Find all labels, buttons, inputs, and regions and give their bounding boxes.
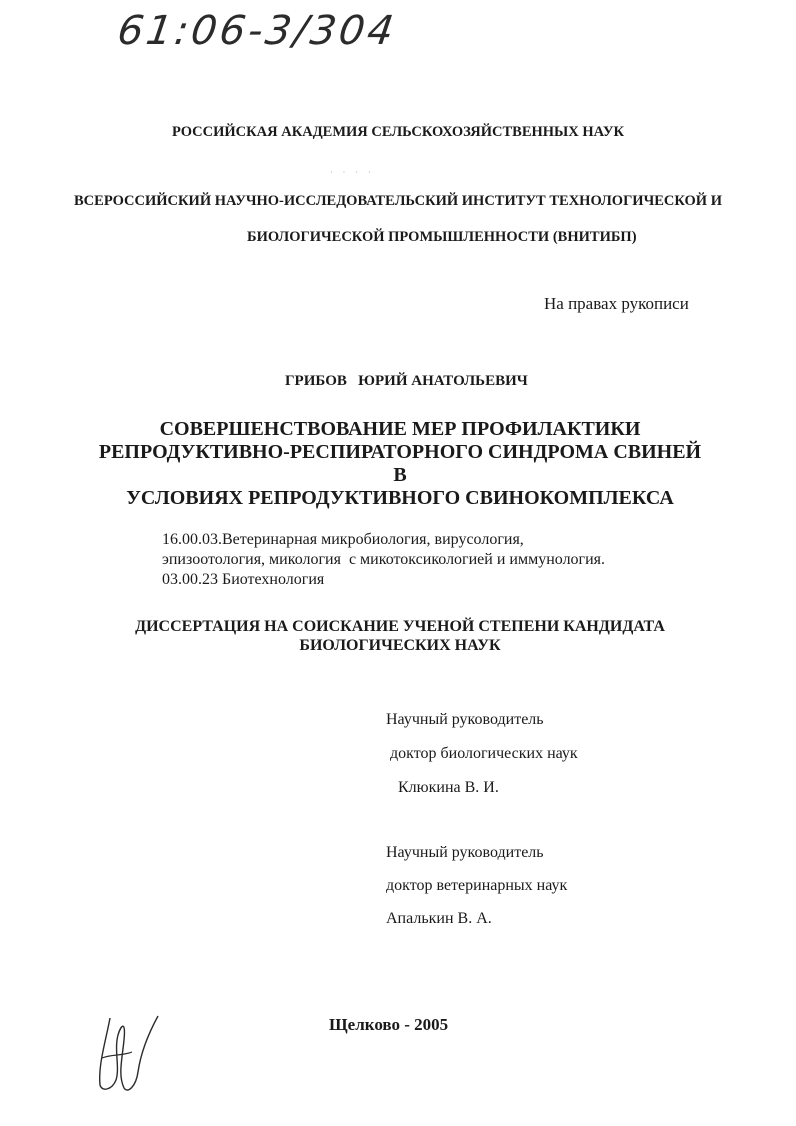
academy-name: РОССИЙСКАЯ АКАДЕМИЯ СЕЛЬСКОХОЗЯЙСТВЕННЫХ НАУК [171, 124, 625, 140]
city-year: Щелково - 2005 [329, 1015, 449, 1034]
title-line: УСЛОВИЯХ РЕПРОДУКТИВНОГО СВИНОКОМПЛЕКСА [126, 487, 674, 509]
specialty-line: 16.00.03.Ветеринарная микробиология, вирусология, [162, 531, 524, 548]
specialty-line: эпизоотология, микология с микотоксикологией и иммунология. [162, 551, 606, 568]
supervisor-1-name: Клюкина В. И. [398, 779, 499, 796]
supervisor-1-role: Научный руководитель [386, 711, 544, 728]
dots-decoration: · · · · [330, 168, 375, 177]
archive-number: 61:06-3/304 [114, 8, 400, 54]
dissertation-line: ДИССЕРТАЦИЯ НА СОИСКАНИЕ УЧЕНОЙ СТЕПЕНИ КАНДИДАТА [135, 618, 665, 635]
title-line: РЕПРОДУКТИВНО-РЕСПИРАТОРНОГО СИНДРОМА СВИНЕЙ В [98, 441, 702, 486]
signature-mark [88, 1010, 168, 1095]
dissertation-line: БИОЛОГИЧЕСКИХ НАУК [299, 637, 501, 654]
institute-line-2: БИОЛОГИЧЕСКОЙ ПРОМЫШЛЕННОСТИ (ВНИТИБП) [247, 229, 637, 245]
title-line: СОВЕРШЕНСТВОВАНИЕ МЕР ПРОФИЛАКТИКИ [159, 418, 641, 440]
supervisor-2-role: Научный руководитель [386, 844, 544, 861]
dissertation-statement [130, 617, 670, 655]
institute-line-1: ВСЕРОССИЙСКИЙ НАУЧНО-ИССЛЕДОВАТЕЛЬСКИЙ ИНСТИТУТ ТЕХНОЛОГИЧЕСКОЙ И [74, 193, 722, 209]
specialties [162, 530, 605, 590]
supervisor-2-name: Апалькин В. А. [386, 910, 492, 927]
author-name: ГРИБОВ ЮРИЙ АНАТОЛЬЕВИЧ [285, 373, 528, 389]
thesis-title [90, 418, 710, 510]
manuscript-note: На правах рукописи [544, 294, 689, 313]
specialty-line: 03.00.23 Биотехнология [162, 571, 325, 588]
supervisor-2-degree: доктор ветеринарных наук [386, 877, 568, 894]
supervisor-1-degree: доктор биологических наук [390, 745, 578, 762]
